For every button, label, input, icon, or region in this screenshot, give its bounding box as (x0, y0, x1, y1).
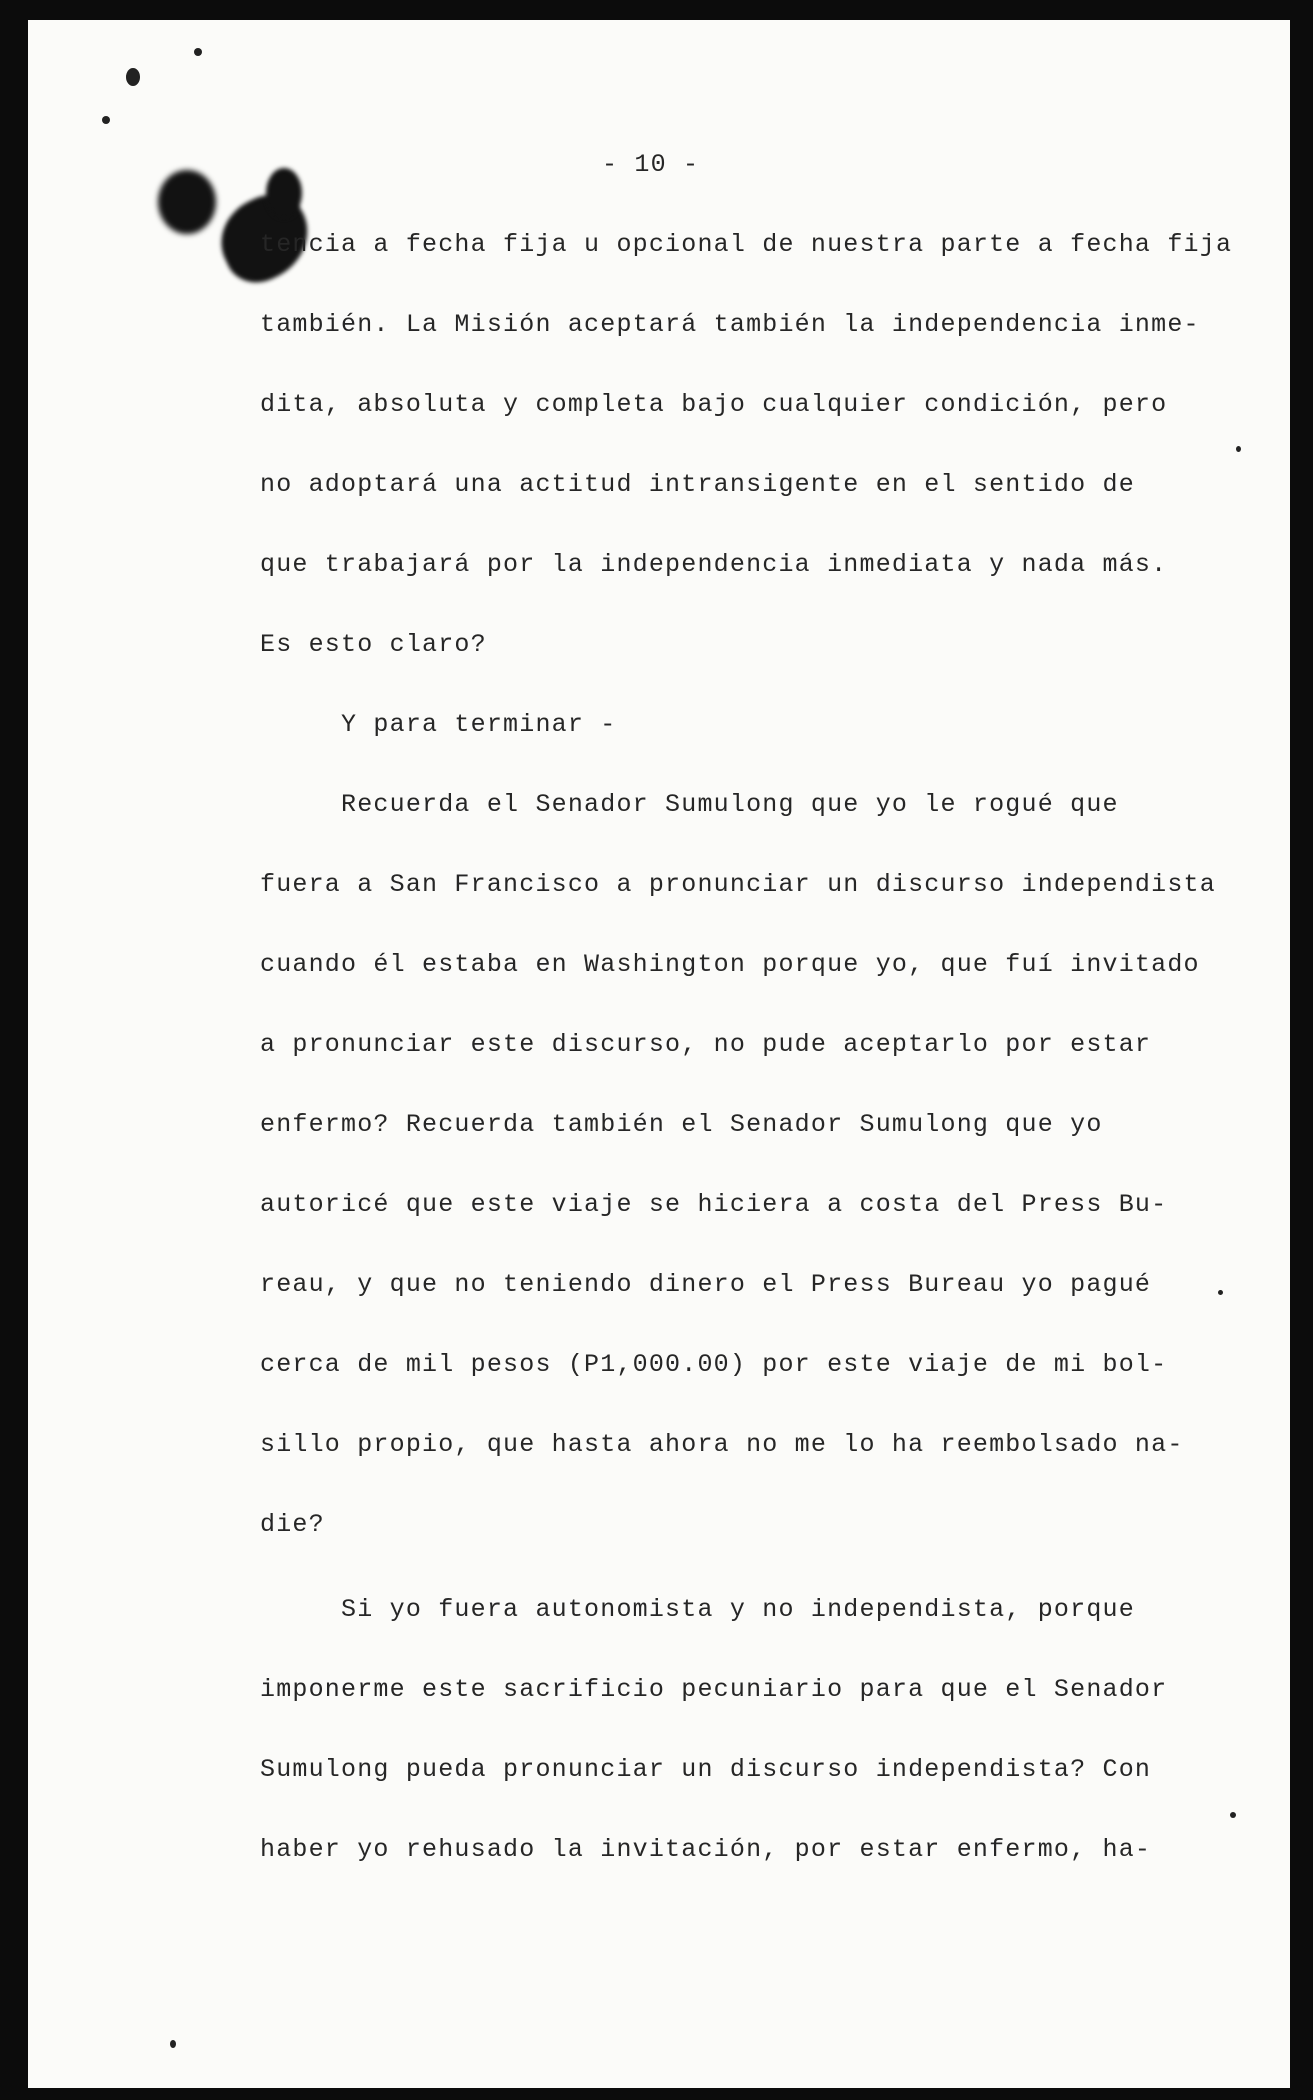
text-line: enfermo? Recuerda también el Senador Sumulong que yo (260, 1110, 1103, 1139)
text-line: cerca de mil pesos (P1,000.00) por este viaje de mi bol- (260, 1350, 1168, 1379)
ink-speck (194, 48, 202, 56)
text-line: die? (260, 1510, 325, 1539)
text-line: dita, absoluta y completa bajo cualquier condición, pero (260, 390, 1168, 419)
text-line: a pronunciar este discurso, no pude aceptarlo por estar (260, 1030, 1152, 1059)
ink-speck (126, 68, 140, 86)
ink-speck (1230, 1812, 1236, 1818)
ink-blot (158, 170, 216, 234)
text-line: reau, y que no teniendo dinero el Press Bureau yo pagué (260, 1270, 1152, 1299)
ink-speck (1218, 1290, 1223, 1295)
ink-speck (1236, 446, 1241, 452)
text-line: Sumulong pueda pronunciar un discurso independista? Con (260, 1755, 1152, 1784)
ink-speck (170, 2040, 176, 2048)
ink-blot (266, 168, 302, 218)
text-line: no adoptará una actitud intransigente en el sentido de (260, 470, 1135, 499)
text-line: cuando él estaba en Washington porque yo, que fuí invitado (260, 950, 1200, 979)
ink-speck (102, 116, 110, 124)
text-line: autoricé que este viaje se hiciera a costa del Press Bu- (260, 1190, 1168, 1219)
page-number: - 10 - (602, 150, 700, 179)
text-line: Recuerda el Senador Sumulong que yo le rogué que (260, 790, 1119, 819)
text-line: Es esto claro? (260, 630, 487, 659)
text-line: que trabajará por la independencia inmediata y nada más. (260, 550, 1168, 579)
text-line: Si yo fuera autonomista y no independista, porque (260, 1595, 1135, 1624)
text-line: fuera a San Francisco a pronunciar un discurso independista (260, 870, 1216, 899)
document-page (28, 20, 1290, 2088)
text-line: haber yo rehusado la invitación, por estar enfermo, ha- (260, 1835, 1152, 1864)
text-line: Y para terminar - (260, 710, 617, 739)
text-line: también. La Misión aceptará también la independencia inme- (260, 310, 1200, 339)
text-line: tencia a fecha fija u opcional de nuestra parte a fecha fija (260, 230, 1233, 259)
text-line: imponerme este sacrificio pecuniario para que el Senador (260, 1675, 1168, 1704)
text-line: sillo propio, que hasta ahora no me lo ha reembolsado na- (260, 1430, 1184, 1459)
